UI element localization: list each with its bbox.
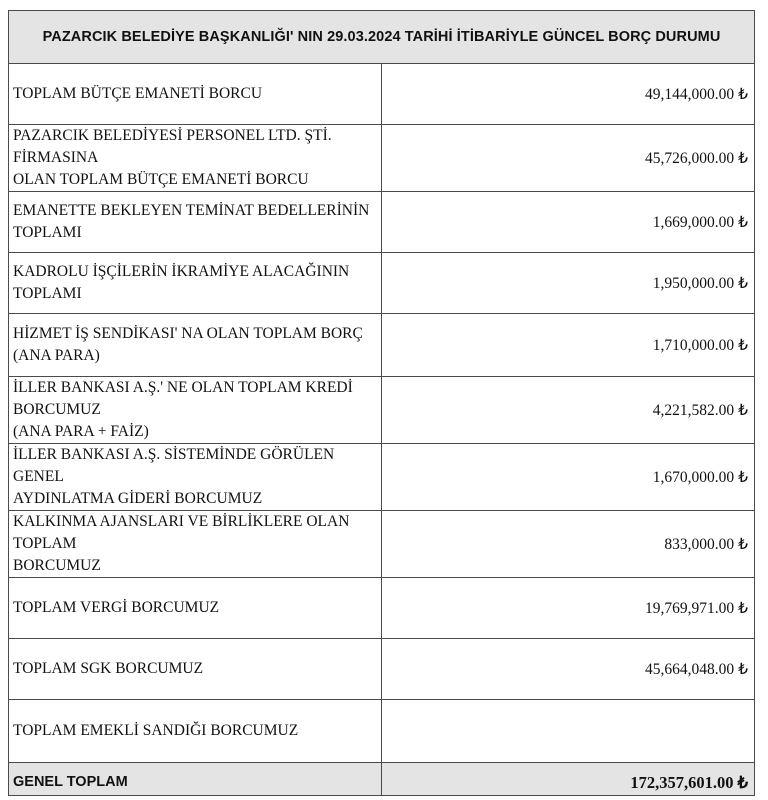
debt-item-label-line: TOPLAM EMEKLİ SANDIĞI BORCUMUZ	[13, 722, 299, 739]
amount-value: 833,000.00	[664, 535, 735, 553]
table-row	[9, 377, 755, 444]
amount-value: 19,769,971.00	[645, 599, 735, 617]
debt-item-amount	[382, 639, 755, 700]
debt-item-amount	[382, 192, 755, 253]
debt-item-amount	[382, 314, 755, 377]
grand-total-label: GENEL TOPLAM	[9, 763, 382, 796]
debt-item-label-line: TOPLAM VERGİ BORCUMUZ	[13, 599, 220, 616]
debt-item-label-line: (ANA PARA)	[13, 347, 100, 364]
debt-item-label-line: (ANA PARA + FAİZ)	[13, 423, 149, 440]
table-row	[9, 253, 755, 314]
debt-item-label-line: AYDINLATMA GİDERİ BORCUMUZ	[13, 490, 263, 507]
table-row	[9, 444, 755, 511]
debt-item-label-line: KADROLU İŞÇİLERİN İKRAMİYE ALACAĞININ TOPLAMI	[13, 263, 350, 302]
debt-item-label-line: TOPLAM BÜTÇE EMANETİ BORCU	[13, 85, 263, 102]
debt-item-label-line: HİZMET İŞ SENDİKASI' NA OLAN TOPLAM BORÇ	[13, 325, 363, 342]
amount-value: 49,144,000.00	[645, 85, 735, 103]
debt-item-label-line: OLAN TOPLAM BÜTÇE EMANETİ BORCU	[13, 171, 309, 188]
amount-value: 1,670,000.00	[652, 468, 735, 486]
debt-item-label	[9, 639, 382, 700]
lira-symbol: ₺	[737, 773, 748, 792]
grand-total-amount	[382, 763, 755, 796]
debt-item-label	[9, 64, 382, 125]
grand-total-value: 172,357,601.00	[630, 773, 734, 792]
lira-symbol: ₺	[738, 274, 748, 292]
table-title: PAZARCIK BELEDİYE BAŞKANLIĞI' NIN 29.03.2024 TARİHİ İTİBARİYLE GÜNCEL BORÇ DURUMU	[9, 11, 755, 64]
debt-item-label-line: KALKINMA AJANSLARI VE BİRLİKLERE OLAN TOPLAM	[13, 513, 350, 552]
table-row	[9, 700, 755, 763]
title-row	[9, 11, 755, 64]
table-row	[9, 125, 755, 192]
debt-item-amount	[382, 377, 755, 444]
amount-value: 4,221,582.00	[652, 401, 735, 419]
lira-symbol: ₺	[738, 85, 748, 103]
amount-value: 45,664,048.00	[645, 660, 735, 678]
lira-symbol: ₺	[738, 336, 748, 354]
lira-symbol: ₺	[738, 468, 748, 486]
amount-value: 1,950,000.00	[652, 274, 735, 292]
lira-symbol: ₺	[738, 149, 748, 167]
lira-symbol: ₺	[738, 213, 748, 231]
table-row	[9, 511, 755, 578]
debt-item-label	[9, 192, 382, 253]
debt-item-label	[9, 125, 382, 192]
lira-symbol: ₺	[738, 599, 748, 617]
table-row	[9, 314, 755, 377]
debt-item-amount	[382, 253, 755, 314]
debt-item-amount	[382, 125, 755, 192]
amount-value: 1,710,000.00	[652, 336, 735, 354]
table-row	[9, 192, 755, 253]
debt-item-label	[9, 578, 382, 639]
lira-symbol: ₺	[738, 535, 748, 553]
debt-item-label	[9, 511, 382, 578]
debt-item-label-line: TOPLAM SGK BORCUMUZ	[13, 660, 204, 677]
lira-symbol: ₺	[738, 401, 748, 419]
debt-item-label	[9, 377, 382, 444]
debt-item-label-line: PAZARCIK BELEDİYESİ PERSONEL LTD. ŞTİ. FİRMASINA	[13, 127, 332, 166]
debt-item-label-line: BORCUMUZ	[13, 557, 101, 574]
debt-item-amount	[382, 444, 755, 511]
debt-item-label-line: İLLER BANKASI A.Ş. SİSTEMİNDE GÖRÜLEN GENEL	[13, 446, 335, 485]
debt-item-label-line: İLLER BANKASI A.Ş.' NE OLAN TOPLAM KREDİ BORCUMUZ	[13, 379, 353, 418]
debt-item-amount	[382, 578, 755, 639]
lira-symbol: ₺	[738, 660, 748, 678]
table-row	[9, 578, 755, 639]
debt-item-label	[9, 700, 382, 763]
amount-value: 45,726,000.00	[645, 149, 735, 167]
debt-item-label-line: EMANETTE BEKLEYEN TEMİNAT BEDELLERİNİN TOPLAMI	[13, 202, 370, 241]
table-row	[9, 639, 755, 700]
debt-item-amount	[382, 700, 755, 763]
grand-total-row	[9, 763, 755, 796]
debt-item-amount	[382, 64, 755, 125]
debt-item-label	[9, 314, 382, 377]
table-row	[9, 64, 755, 125]
debt-item-label	[9, 444, 382, 511]
amount-value: 1,669,000.00	[652, 213, 735, 231]
debt-item-amount	[382, 511, 755, 578]
debt-item-label	[9, 253, 382, 314]
debt-status-table	[8, 10, 755, 796]
